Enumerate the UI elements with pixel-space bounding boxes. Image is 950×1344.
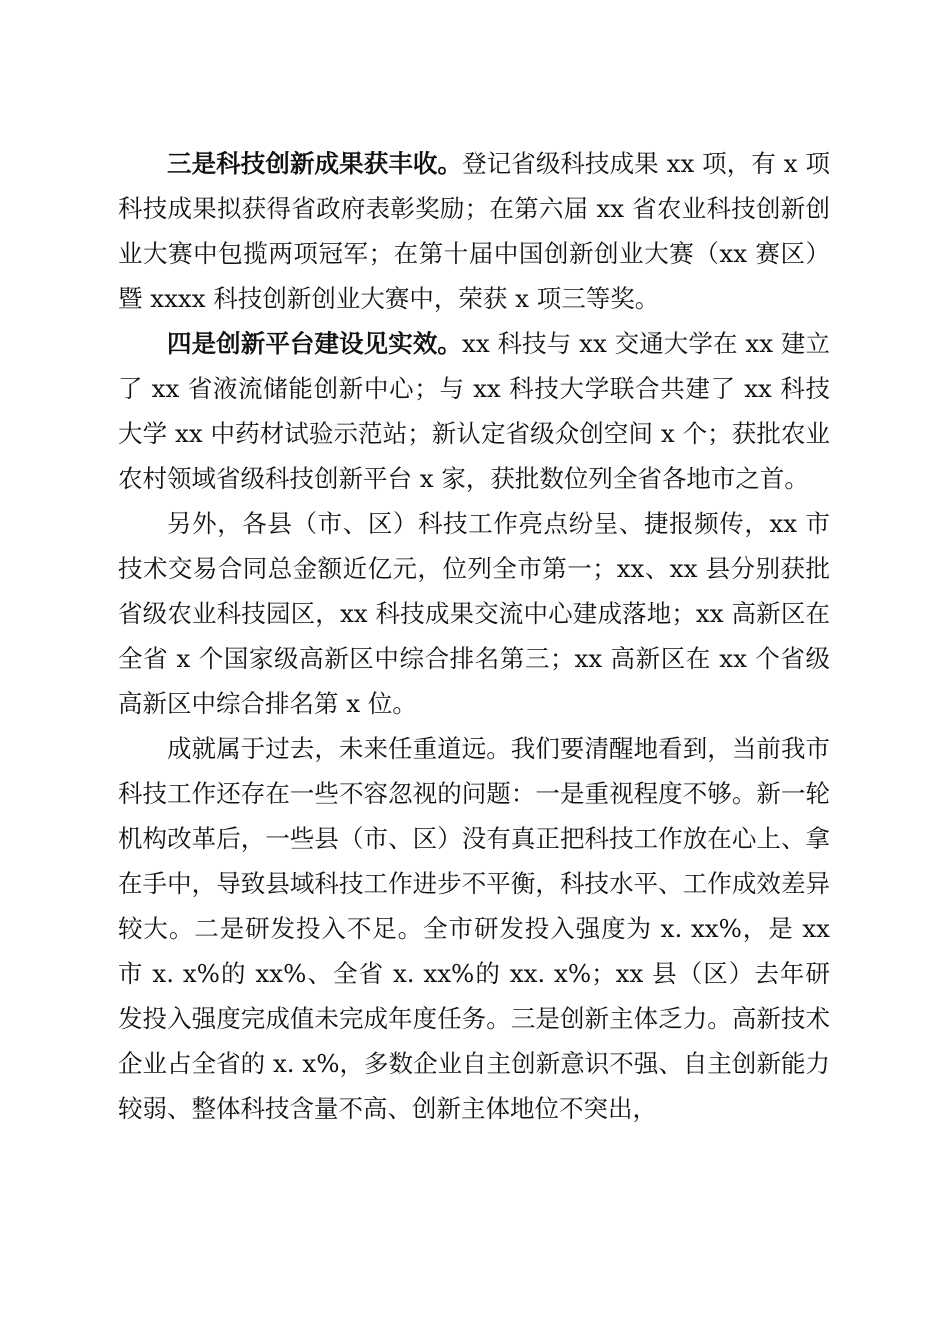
paragraph-lead: 四是创新平台建设见实效。: [167, 329, 462, 358]
paragraph-platforms: [118, 321, 830, 501]
paragraph-counties: [118, 501, 830, 726]
document-body: [118, 141, 830, 1131]
paragraph-lead: 三是科技创新成果获丰收。: [167, 149, 463, 178]
paragraph-text: xx 科技与 xx 交通大学在 xx 建立了 xx 省液流储能创新中心；与 xx 科技大学联合共建了 xx 科技大学 xx 中药材试验示范站；新认定省级众创空间 x 个；获批农业农村领域省级科技创新平台 x 家，获批数位列全省各地市之首。: [118, 329, 831, 493]
paragraph-text: 登记省级科技成果 xx 项，有 x 项科技成果拟获得省政府表彰奖励；在第六届 xx 省农业科技创新创业大赛中包揽两项冠军；在第十届中国创新创业大赛（xx 赛区）暨 xxxx 科技创新创业大赛中，荣获 x 项三等奖。: [118, 149, 830, 313]
paragraph-problems: [118, 726, 830, 1131]
paragraph-text: 另外，各县（市、区）科技工作亮点纷呈、捷报频传，xx 市技术交易合同总金额近亿元，位列全市第一；xx、xx 县分别获批省级农业科技园区，xx 科技成果交流中心建成落地；xx 高新区在全省 x 个国家级高新区中综合排名第三；xx 高新区在 xx 个省级高新区中综合排名第 x 位。: [118, 509, 830, 718]
paragraph-achievements: [118, 141, 830, 321]
paragraph-text: 成就属于过去，未来任重道远。我们要清醒地看到，当前我市科技工作还存在一些不容忽视的问题：一是重视程度不够。新一轮机构改革后，一些县（市、区）没有真正把科技工作放在心上、拿在手中，导致县域科技工作进步不平衡，科技水平、工作成效差异较大。二是研发投入不足。全市研发投入强度为 x. xx%，是 xx 市 x. x%的 xx%、全省 x. xx%的 xx. x%；xx 县（区）去年研发投入强度完成值未完成年度任务。三是创新主体乏力。高新技术企业占全省的 x. x%，多数企业自主创新意识不强、自主创新能力较弱、整体科技含量不高、创新主体地位不突出，: [118, 734, 830, 1123]
